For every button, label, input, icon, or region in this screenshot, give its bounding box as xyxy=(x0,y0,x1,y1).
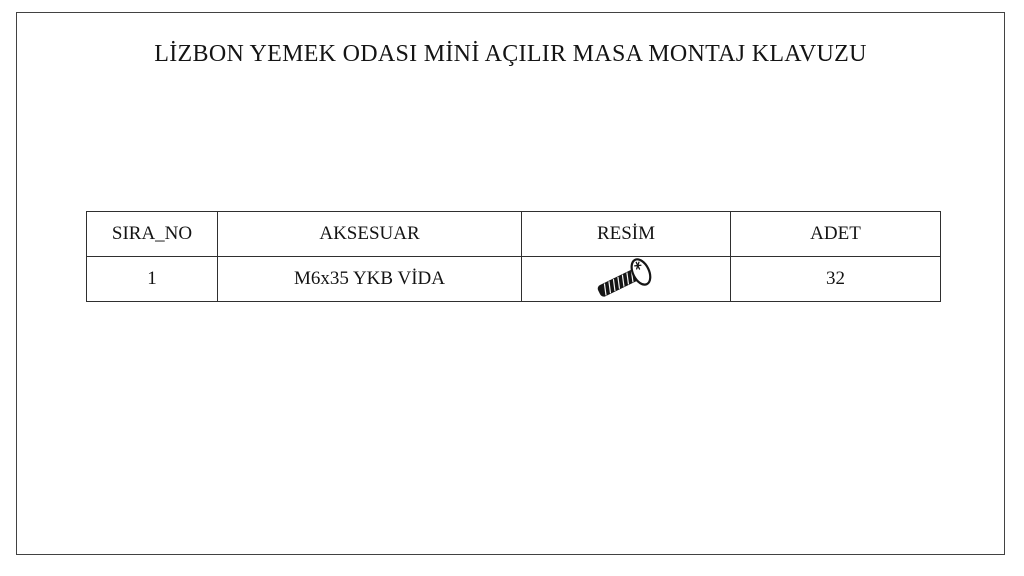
cell-aksesuar: M6x35 YKB VİDA xyxy=(218,257,522,302)
cell-resim xyxy=(522,257,731,302)
col-header-sira-no: SIRA_NO xyxy=(87,212,218,257)
table-row xyxy=(87,257,941,302)
col-header-aksesuar: AKSESUAR xyxy=(218,212,522,257)
cell-sira-no: 1 xyxy=(87,257,218,302)
accessories-table xyxy=(86,211,941,302)
document-page xyxy=(16,12,1005,555)
table-body xyxy=(87,257,941,302)
page-title: LİZBON YEMEK ODASI MİNİ AÇILIR MASA MONTAJ KLAVUZU xyxy=(154,41,867,67)
screw-icon xyxy=(522,257,730,301)
table-header-row xyxy=(87,212,941,257)
col-header-adet: ADET xyxy=(731,212,941,257)
cell-adet: 32 xyxy=(731,257,941,302)
col-header-resim: RESİM xyxy=(522,212,731,257)
